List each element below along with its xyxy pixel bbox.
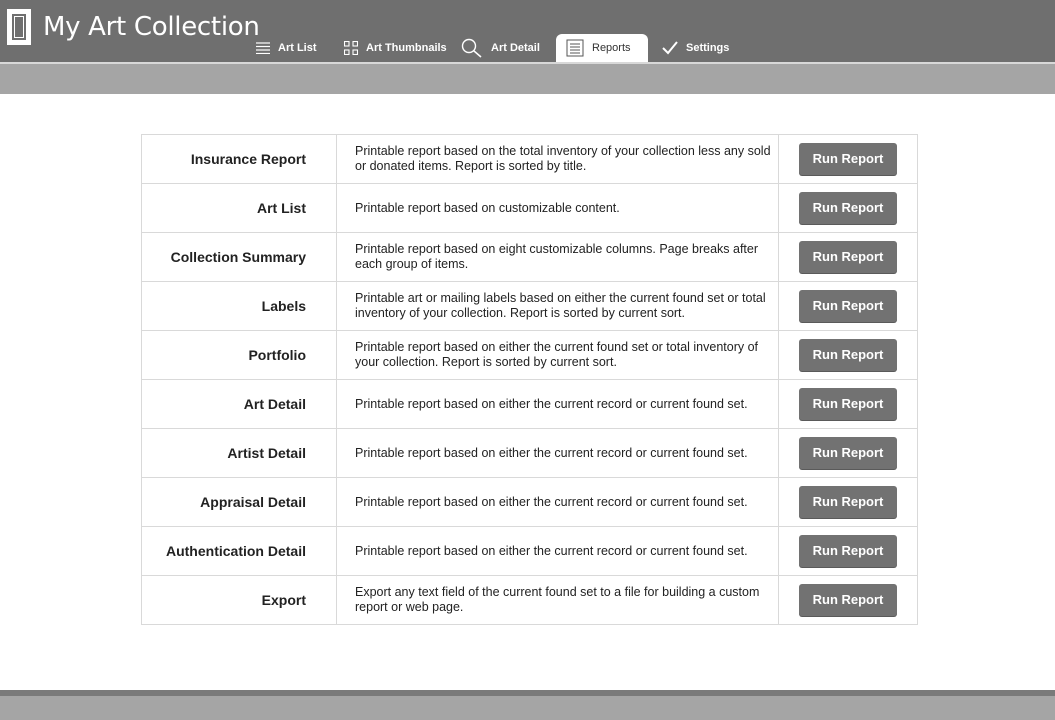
run-report-button[interactable]: Run Report	[799, 290, 897, 322]
report-name: Artist Detail	[142, 429, 337, 478]
run-report-button[interactable]: Run Report	[799, 535, 897, 567]
report-description: Printable report based on the total inventory of your collection less any sold or donated items. Report is sorted by title.	[337, 135, 779, 184]
tab-label: Art List	[278, 42, 317, 54]
table-row	[142, 429, 918, 478]
search-icon	[461, 38, 483, 58]
run-report-button[interactable]: Run Report	[799, 192, 897, 224]
list-icon	[256, 42, 270, 54]
tab-art-thumbnails[interactable]	[344, 34, 447, 62]
checkmark-icon	[662, 41, 678, 55]
report-description: Export any text field of the current found set to a file for building a custom report or web page.	[337, 576, 779, 625]
table-row	[142, 331, 918, 380]
table-row	[142, 282, 918, 331]
tab-reports[interactable]	[556, 34, 648, 62]
top-bar	[0, 0, 1055, 62]
report-name: Collection Summary	[142, 233, 337, 282]
report-name: Art Detail	[142, 380, 337, 429]
tab-settings[interactable]	[662, 34, 729, 62]
table-row	[142, 478, 918, 527]
report-description: Printable art or mailing labels based on either the current found set or total inventory of your collection. Report is sorted by current sort.	[337, 282, 779, 331]
report-name: Export	[142, 576, 337, 625]
document-icon	[566, 39, 584, 57]
table-row	[142, 527, 918, 576]
run-report-button[interactable]: Run Report	[799, 486, 897, 518]
table-row	[142, 233, 918, 282]
report-description: Printable report based on either the current record or current found set.	[337, 429, 779, 478]
table-row	[142, 135, 918, 184]
run-report-button[interactable]: Run Report	[799, 584, 897, 616]
run-report-button[interactable]: Run Report	[799, 437, 897, 469]
tab-label: Reports	[592, 42, 631, 54]
table-row	[142, 184, 918, 233]
run-report-button[interactable]: Run Report	[799, 388, 897, 420]
report-description: Printable report based on either the current record or current found set.	[337, 527, 779, 576]
report-name: Portfolio	[142, 331, 337, 380]
report-description: Printable report based on customizable content.	[337, 184, 779, 233]
run-report-button[interactable]: Run Report	[799, 143, 897, 175]
tab-label: Art Detail	[491, 42, 540, 54]
run-report-button[interactable]: Run Report	[799, 339, 897, 371]
report-name: Authentication Detail	[142, 527, 337, 576]
table-row	[142, 576, 918, 625]
tab-art-list[interactable]	[256, 34, 317, 62]
app-title: My Art Collection	[43, 12, 260, 42]
table-row	[142, 380, 918, 429]
report-description: Printable report based on eight customizable columns. Page breaks after each group of items.	[337, 233, 779, 282]
report-name: Insurance Report	[142, 135, 337, 184]
report-description: Printable report based on either the current record or current found set.	[337, 478, 779, 527]
run-report-button[interactable]: Run Report	[799, 241, 897, 273]
tab-art-detail[interactable]	[461, 34, 540, 62]
sub-toolbar	[0, 64, 1055, 94]
footer-bar	[0, 696, 1055, 720]
tab-label: Art Thumbnails	[366, 42, 447, 54]
report-name: Labels	[142, 282, 337, 331]
report-name: Appraisal Detail	[142, 478, 337, 527]
tab-label: Settings	[686, 42, 730, 54]
grid-icon	[344, 41, 358, 55]
report-name: Art List	[142, 184, 337, 233]
report-description: Printable report based on either the current record or current found set.	[337, 380, 779, 429]
reports-table	[141, 134, 918, 625]
picture-frame-logo-icon	[7, 9, 31, 45]
report-description: Printable report based on either the current found set or total inventory of your collection. Report is sorted by current sort.	[337, 331, 779, 380]
